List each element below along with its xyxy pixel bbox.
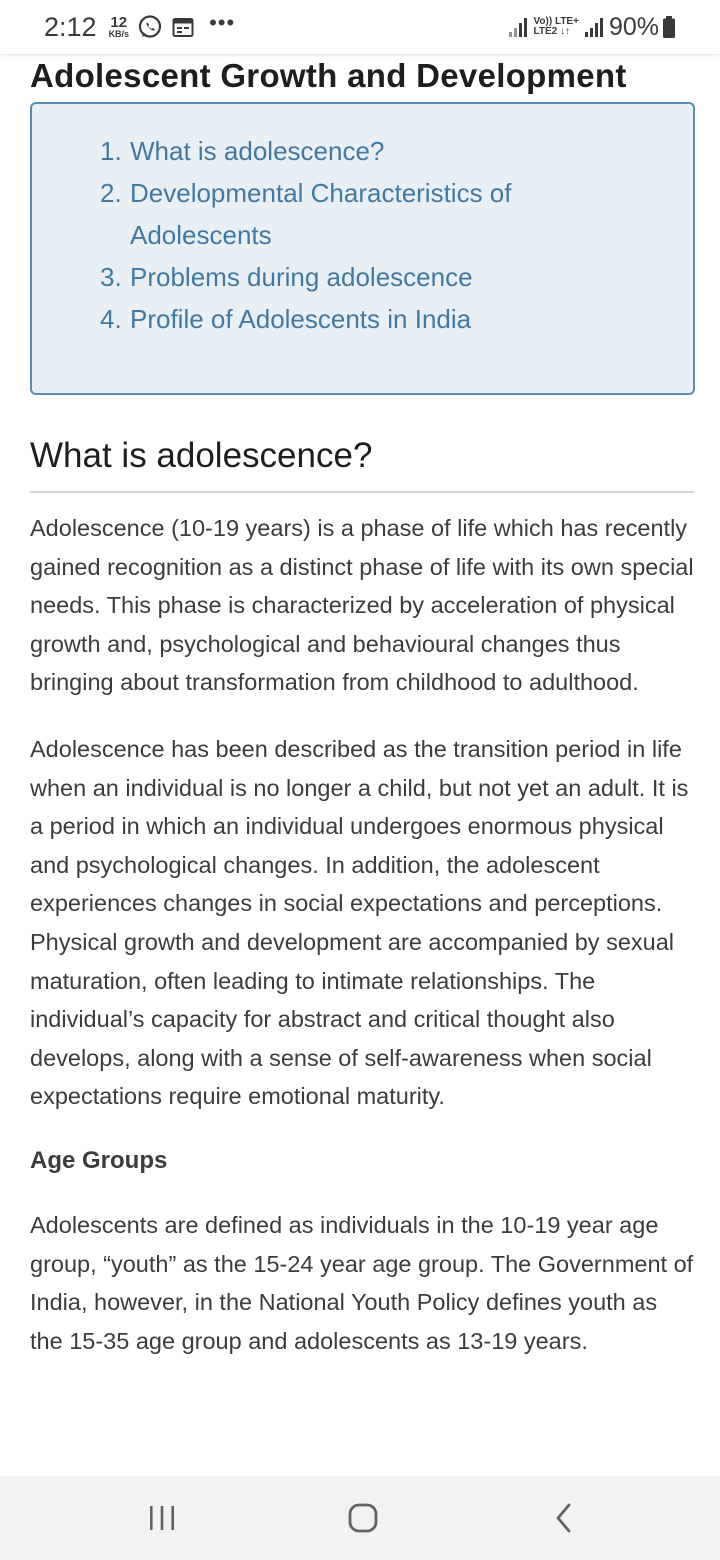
toc-item-developmental-characteristics[interactable] xyxy=(100,172,693,256)
home-button[interactable] xyxy=(323,1488,403,1548)
status-bar-right xyxy=(509,0,676,54)
signal-icon xyxy=(509,17,527,37)
recent-apps-icon xyxy=(147,1505,177,1531)
navigation-bar xyxy=(0,1476,720,1560)
status-bar xyxy=(0,0,720,54)
recent-apps-button[interactable] xyxy=(122,1488,202,1548)
toc-item-number: 3. xyxy=(100,262,122,292)
toc-item-problems-during-adolescence[interactable] xyxy=(100,256,693,298)
table-of-contents xyxy=(30,102,695,395)
toc-item-link[interactable]: Profile of Adolescents in India xyxy=(130,304,472,334)
battery-icon xyxy=(662,15,676,39)
paragraph-transition: Adolescence has been described as the transition period in life when an individual is no longer a child, but not yet an adult. It is a period in which an individual undergoes enormous physical and psychological changes. In addition, the adolescent experiences changes in social expectations and perceptions. Physical growth and development are accompanied by sexual maturation, often leading to intimate relationships. The individual’s capacity for abstract and critical thought also develops, along with a sense of self-awareness when social expectations require emotional maturity. xyxy=(30,735,689,1110)
status-bar-left xyxy=(44,12,235,43)
section-heading: What is adolescence? xyxy=(30,433,694,493)
status-time: 2:12 xyxy=(44,11,97,42)
toc-item-link[interactable]: Problems during adolescence xyxy=(130,262,473,292)
toc-item-link[interactable]: Developmental Characteristics of Adolescents xyxy=(130,178,512,250)
calendar-icon xyxy=(171,15,195,39)
article-content xyxy=(30,54,694,1360)
network-type-bottom: LTE2 ↓↑ xyxy=(533,26,570,37)
battery-percentage: 90% xyxy=(608,12,659,41)
network-speed-unit: KB/s xyxy=(108,29,130,39)
paragraph-definition: Adolescence (10-19 years) is a phase of life which has recently gained recognition as a distinct phase of life with its own special needs. This phase is characterized by acceleration of physical growth and, psychological and behavioural changes thus bringing about transformation from childhood to adulthood. xyxy=(30,515,694,696)
signal-icon xyxy=(585,17,603,37)
whatsapp-icon xyxy=(137,14,163,40)
back-icon xyxy=(553,1502,575,1534)
toc-item-number: 4. xyxy=(100,304,122,334)
toc-item-number: 2. xyxy=(100,178,122,208)
page-title: Adolescent Growth and Development xyxy=(30,57,627,94)
toc-item-link[interactable]: What is adolescence? xyxy=(130,136,385,166)
network-type-top: Vo)) LTE+ xyxy=(533,16,579,27)
paragraph-age-groups: Adolescents are defined as individuals in the 10-19 year age group, “youth” as the 15-24 year age group. The Government of India, however, in the National Youth Policy defines youth as the 15-35 age group and adolescents as 13-19 years. xyxy=(30,1211,694,1354)
back-button[interactable] xyxy=(524,1488,604,1548)
overflow-notifications-icon: ••• xyxy=(209,10,236,35)
network-speed-value: 12 xyxy=(110,14,128,31)
toc-item-number: 1. xyxy=(100,136,122,166)
home-icon xyxy=(347,1502,379,1534)
toc-item-what-is-adolescence[interactable] xyxy=(100,130,693,172)
toc-item-profile-of-adolescents[interactable] xyxy=(100,298,693,340)
network-type xyxy=(533,17,578,37)
subheading-age-groups: Age Groups xyxy=(30,1146,168,1174)
network-speed xyxy=(109,15,130,39)
